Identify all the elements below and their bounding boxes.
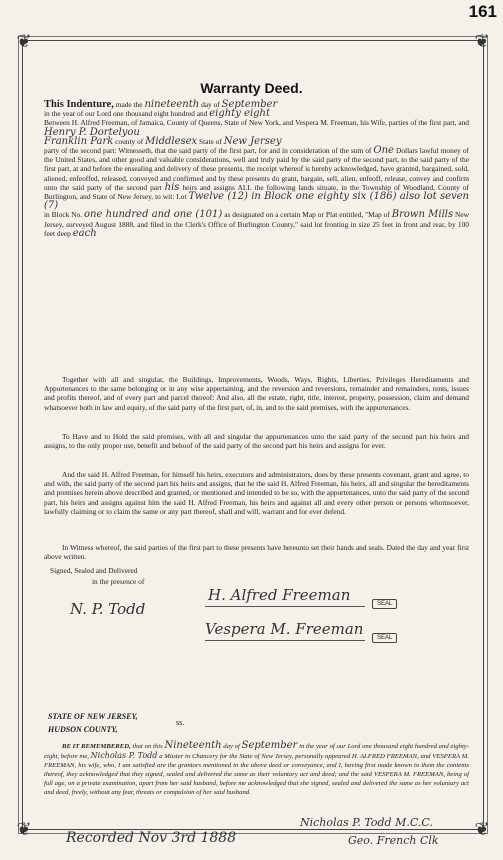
lot-handwritten: Twelve (12) in Block one eighty six (186) also lot seven (7) [44, 191, 469, 212]
text: State of [199, 136, 222, 146]
grantee-handwritten: Henry P. Dortelyou [44, 126, 140, 138]
recorded-note: Recorded Nov 3rd 1888 [66, 830, 237, 846]
each-handwritten: each [72, 227, 97, 239]
text: that on this [132, 743, 163, 750]
indenture-paragraph [44, 100, 469, 238]
master-signature: Nicholas P. Todd M.C.C. [300, 816, 433, 829]
block-handwritten: one hundred and one (101) [84, 209, 223, 221]
signed-label: Signed, Sealed and Delivered [50, 566, 138, 575]
sum-handwritten: One [373, 145, 394, 157]
grantor-signature-1: H. Alfred Freeman [208, 586, 351, 604]
page-number: 161 [468, 2, 497, 21]
grantor-signature-2: Vespera M. Freeman [205, 620, 364, 638]
text: heirs and assigns ALL the following lands situate, in the Township of Woodland, County of Burlington, and State of New Jersey, to wit: Lot [44, 182, 469, 202]
seal-box: SEAL [372, 599, 397, 609]
text: in the year of our Lord one thousand eight hundred and eighty-eight, before me, [44, 743, 469, 760]
text: day of [223, 743, 240, 750]
text: New Jersey, surveyed August 1888, and filed in the Clerk's Office of Burlington County," said lot fronting in size 25 feet in front and rear, by 100 feet deep [44, 210, 469, 238]
text: county of [115, 136, 144, 146]
his-handwritten: his [164, 181, 180, 193]
grantee-town-handwritten: Franklin Park [44, 135, 114, 147]
acknowledgment-paragraph [44, 742, 469, 797]
master-handwritten: Nicholas P. Todd [90, 750, 158, 760]
seal-box: SEAL [372, 633, 397, 643]
clerk-signature: Geo. French Clk [348, 834, 439, 847]
corner-ornament-icon: ❦ [16, 819, 32, 840]
signature-line [205, 640, 365, 641]
state-handwritten: New Jersey [223, 135, 282, 147]
covenant-paragraph: And the said H. Alfred Freeman, for himself his heirs, executors and administrators, does by these presents covenant, grant and agree, to and with, the said party of the second part his heirs and assigns, that he the said H. Alfred Freeman, his heirs, all and singular the hereditaments and premises herein above described and granted, or mentioned and intended to be so, with the appurtenances, unto the said party of the second part, his heirs and assigns against him the said H. Alfred Freeman, his heirs and against all and every other person or persons whomsoever, lawfully claiming or to claim the same or any part thereof, shall and will, warrant and for ever defend. [44, 470, 469, 516]
witness-signature: N. P. Todd [70, 600, 146, 618]
remembered-lead: BE IT REMEMBERED, [62, 743, 131, 750]
parties-text: Between H. Alfred Freeman, of Jamaica, County of Queens, State of New York, and Vespera M. Freeman, his Wife, parties of the first part, and [44, 118, 469, 128]
year-handwritten: eighty eight [209, 108, 271, 120]
this-indenture-heading: This Indenture, [44, 99, 114, 110]
text: Dollars lawful money of the United States, and other good and valuable considerations, well and truly paid by the said party of the second part, to the said party of the first part, at and before the ensealing and delivery of these presents, the receipt whereof is hereby acknowledged, have granted, bargained, sold, aliened, enfeoffed, released, conveyed and confirmed and by these presents do grant, bargain, sell, alien, enfeoff, release, convey and confirm unto the said party of the second part [44, 146, 469, 192]
text: made the [115, 100, 143, 109]
corner-ornament-icon: ❦ [16, 31, 32, 52]
text: as designated on a certain Map or Plat entitled, "Map of [224, 210, 390, 220]
habendum-paragraph: To Have and to Hold the said premises, with all and singular the appurtenances unto the said party of the second part his heirs and assigns, to the only proper use, benefit and behoof of the said party of the second part his heirs and assigns for ever. [44, 432, 469, 451]
text: party of the second part: Witnesseth, that the said party of the first part, for and in consideration of the sum of [44, 146, 372, 156]
day-handwritten: nineteenth [144, 99, 200, 110]
corner-ornament-icon: ❦ [474, 31, 490, 52]
corner-ornament-icon: ❦ [474, 819, 490, 840]
county-header: HUDSON COUNTY, [48, 725, 118, 734]
witness-paragraph: In Witness whereof, the said parties of the first part to these presents have hereunto set their hands and seals. Dated the day and year first above written. [44, 543, 469, 562]
ss-mark: ss. [176, 718, 185, 727]
map-handwritten: Brown Mills [391, 209, 454, 221]
state-header: STATE OF NEW JERSEY, [48, 712, 138, 721]
text: a Master in Chancery for the State of New Jersey, personally appeared H. ALFRED FREEMAN, and VESPERA M. FREEMAN, his wife, who, I am satisfied are the grantors mentioned in the above deed or conveyance, and I, having first made known to them the contents thereof, they acknowledged that they signed, sealed and delivered the same as their voluntary act and deed; and the said VESPERA M. FREEMAN, being of full age, on a private examination, apart from her said husband, before me acknowledged that she signed, sealed and delivered the same as her voluntary act and deed, freely, without any fear, threats or compulsion of her said husband. [44, 752, 470, 796]
text: in Block No. [44, 210, 83, 220]
text: in the year of our Lord one thousand eight hundred and [44, 109, 208, 119]
presence-label: in the presence of [92, 577, 145, 586]
ack-day-handwritten: Nineteenth [164, 740, 222, 751]
signature-line [205, 606, 365, 607]
text: day of [201, 100, 220, 109]
deed-title: Warranty Deed. [200, 80, 303, 96]
county-handwritten: Middlesex [145, 135, 198, 147]
together-paragraph: Together with all and singular, the Buildings, Improvements, Woods, Ways, Rights, Liberties, Privileges Hereditaments and Appurtenances to the same belonging or in any wise appertaining, and the reversion and reversions, remainder and remainders, rents, issues and profits thereof, and of every part and parcel thereof: And also, all the estate, right, title, interest, property, possession, claim and demand whatsoever both in law and equity, of the said party of the first part, of, in, and to the said premises, with the appurtenances. [44, 375, 469, 412]
ack-month-handwritten: September [241, 740, 298, 751]
month-handwritten: September [221, 99, 278, 110]
